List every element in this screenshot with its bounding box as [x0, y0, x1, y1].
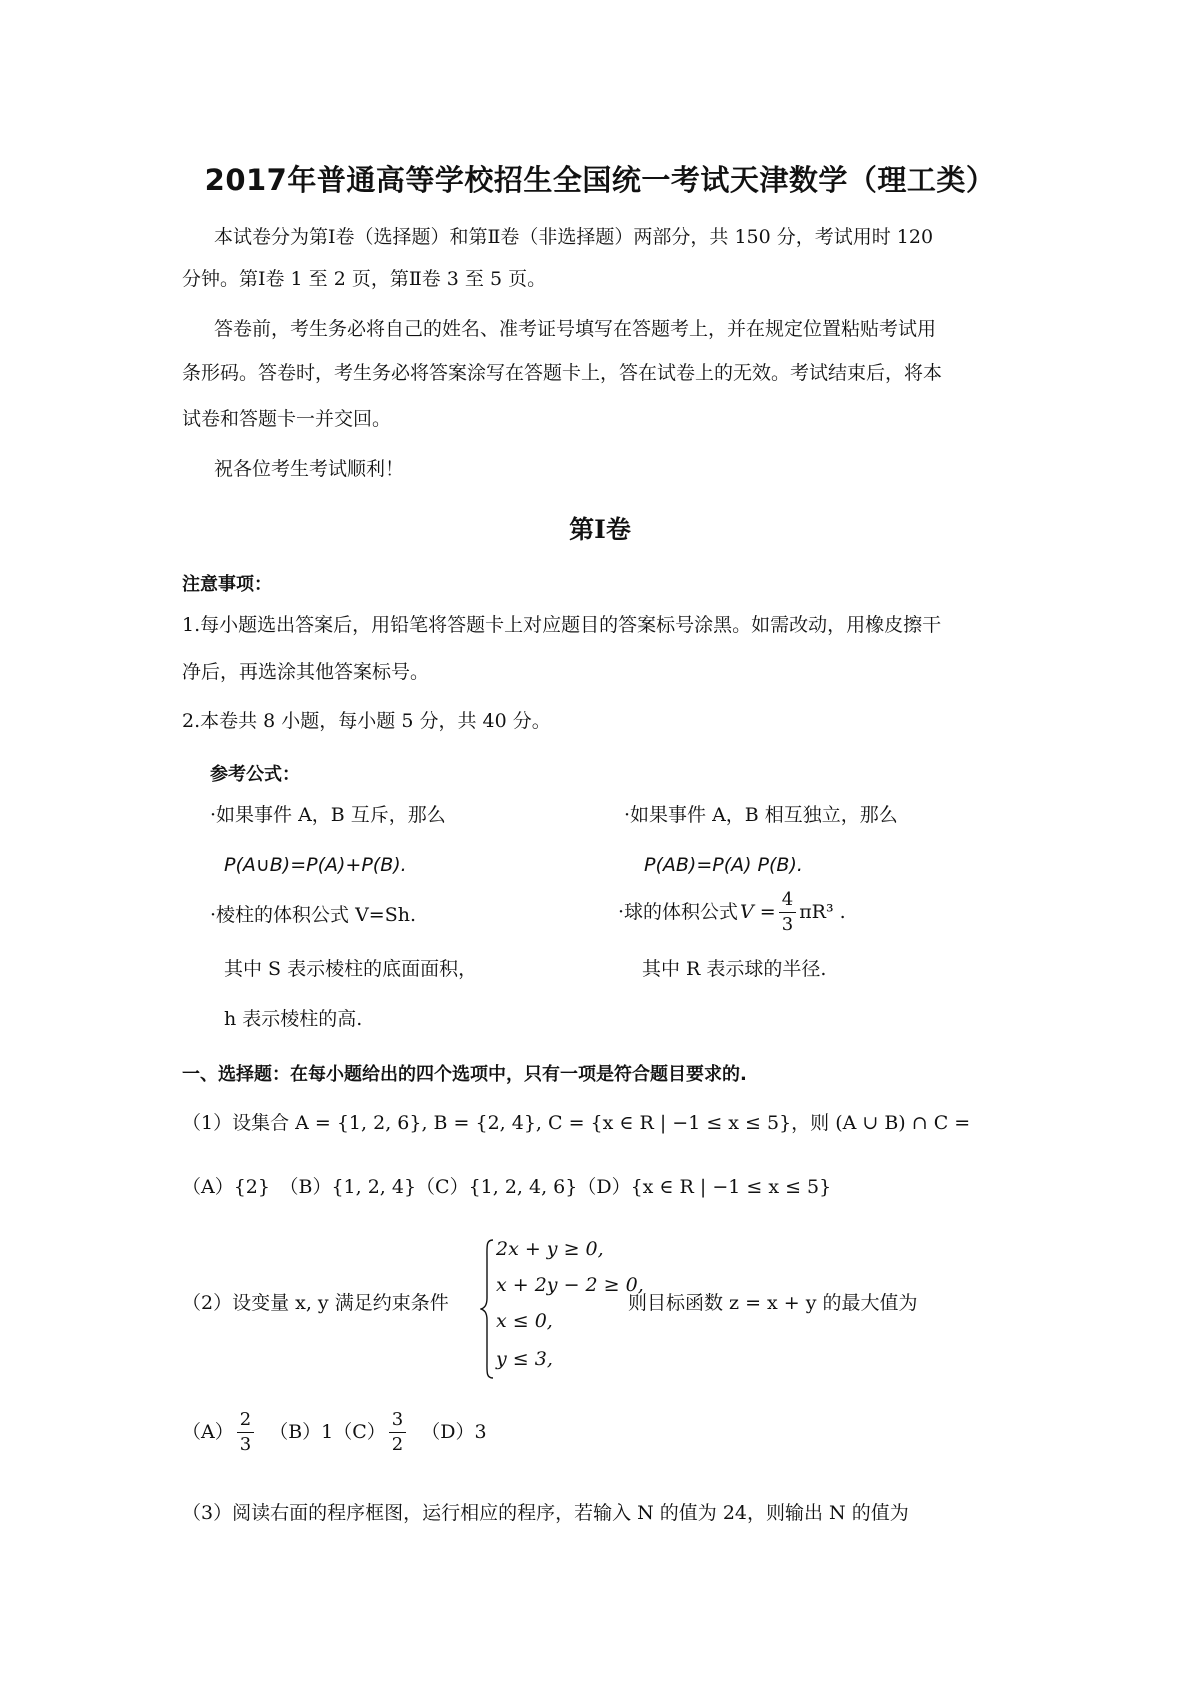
constraint-4: y ≤ 3, — [496, 1348, 553, 1370]
intro-paragraph-2-line-1: 答卷前，考生务必将自己的姓名、准考证号填写在答题考上，并在规定位置粘贴考试用 — [214, 318, 937, 340]
formulas-heading: 参考公式： — [210, 764, 300, 785]
sphere-volume-fraction — [779, 890, 796, 935]
note-1-line-2: 净后，再选涂其他答案标号。 — [182, 661, 430, 683]
formula-sphere-volume — [618, 890, 846, 935]
fraction-denominator: 3 — [781, 913, 794, 935]
option-c-fraction — [389, 1410, 406, 1455]
question-2-prefix: （2）设变量 x, y 满足约束条件 — [182, 1292, 449, 1314]
option-a-fraction — [237, 1410, 254, 1455]
fraction-denominator: 2 — [391, 1433, 404, 1455]
formula-prism-h-meaning: h 表示棱柱的高. — [224, 1008, 363, 1030]
formula-product-probability: P(AB)=P(A) P(B). — [644, 854, 803, 876]
question-3-stem: （3）阅读右面的程序框图，运行相应的程序，若输入 N 的值为 24，则输出 N 的值为 — [182, 1502, 909, 1524]
formula-union-probability: P(A∪B)=P(A)+P(B). — [224, 854, 407, 876]
intro-paragraph-1-line-2: 分钟。第Ⅰ卷 1 至 2 页，第Ⅱ卷 3 至 5 页。 — [182, 268, 547, 290]
option-b-c-label: （B）1（C） — [269, 1420, 386, 1443]
intro-paragraph-1-line-1: 本试卷分为第Ⅰ卷（选择题）和第Ⅱ卷（非选择题）两部分，共 150 分，考试用时 120 — [214, 226, 934, 248]
option-d-label: （D）3 — [421, 1420, 487, 1443]
formula-sphere-r-meaning: 其中 R 表示球的半径. — [642, 958, 827, 980]
formula-prism-volume: ·棱柱的体积公式 V=Sh. — [210, 904, 417, 926]
intro-good-luck: 祝各位考生考试顺利！ — [214, 458, 405, 480]
notes-heading: 注意事项： — [182, 574, 272, 595]
sphere-volume-label: ·球的体积公式 — [618, 900, 739, 923]
part-1-heading: 一、选择题：在每小题给出的四个选项中，只有一项是符合题目要求的. — [182, 1064, 747, 1085]
question-2-options — [182, 1410, 487, 1455]
formula-prism-s-meaning: 其中 S 表示棱柱的底面面积， — [224, 958, 478, 980]
formula-independent-events: ·如果事件 A，B 相互独立，那么 — [624, 804, 898, 826]
fraction-numerator: 2 — [237, 1410, 254, 1433]
constraint-3: x ≤ 0, — [496, 1310, 553, 1332]
fraction-denominator: 3 — [239, 1433, 252, 1455]
sphere-volume-rhs: πR³ . — [799, 900, 846, 923]
formula-mutually-exclusive: ·如果事件 A，B 互斥，那么 — [210, 804, 446, 826]
question-1-stem: （1）设集合 A = {1, 2, 6}, B = {2, 4}, C = {x ∈ R | −1 ≤ x ≤ 5}，则 (A ∪ B) ∩ C = — [182, 1112, 971, 1134]
intro-paragraph-2-line-3: 试卷和答题卡一并交回。 — [182, 408, 392, 430]
fraction-numerator: 3 — [389, 1410, 406, 1433]
exam-title: 2017年普通高等学校招生全国统一考试天津数学（理工类） — [204, 163, 996, 197]
constraint-1: 2x + y ≥ 0, — [496, 1238, 604, 1260]
fraction-numerator: 4 — [779, 890, 796, 913]
question-1-options: （A）{2} （B）{1, 2, 4}（C）{1, 2, 4, 6}（D）{x ∈ R | −1 ≤ x ≤ 5} — [182, 1176, 832, 1198]
constraint-2: x + 2y − 2 ≥ 0, — [496, 1274, 644, 1296]
option-a-label: （A） — [182, 1420, 234, 1443]
note-2: 2.本卷共 8 小题，每小题 5 分，共 40 分。 — [182, 710, 551, 732]
sphere-volume-lhs: V = — [740, 900, 776, 923]
note-1-line-1: 1.每小题选出答案后，用铅笔将答题卡上对应题目的答案标号涂黑。如需改动，用橡皮擦干 — [182, 614, 942, 636]
section-heading-volume-1: 第Ⅰ卷 — [569, 515, 631, 544]
intro-paragraph-2-line-2: 条形码。答卷时，考生务必将答案涂写在答题卡上，答在试卷上的无效。考试结束后，将本 — [182, 362, 943, 384]
question-2-objective: 则目标函数 z = x + y 的最大值为 — [628, 1292, 918, 1314]
constraint-brace-icon — [480, 1238, 494, 1380]
